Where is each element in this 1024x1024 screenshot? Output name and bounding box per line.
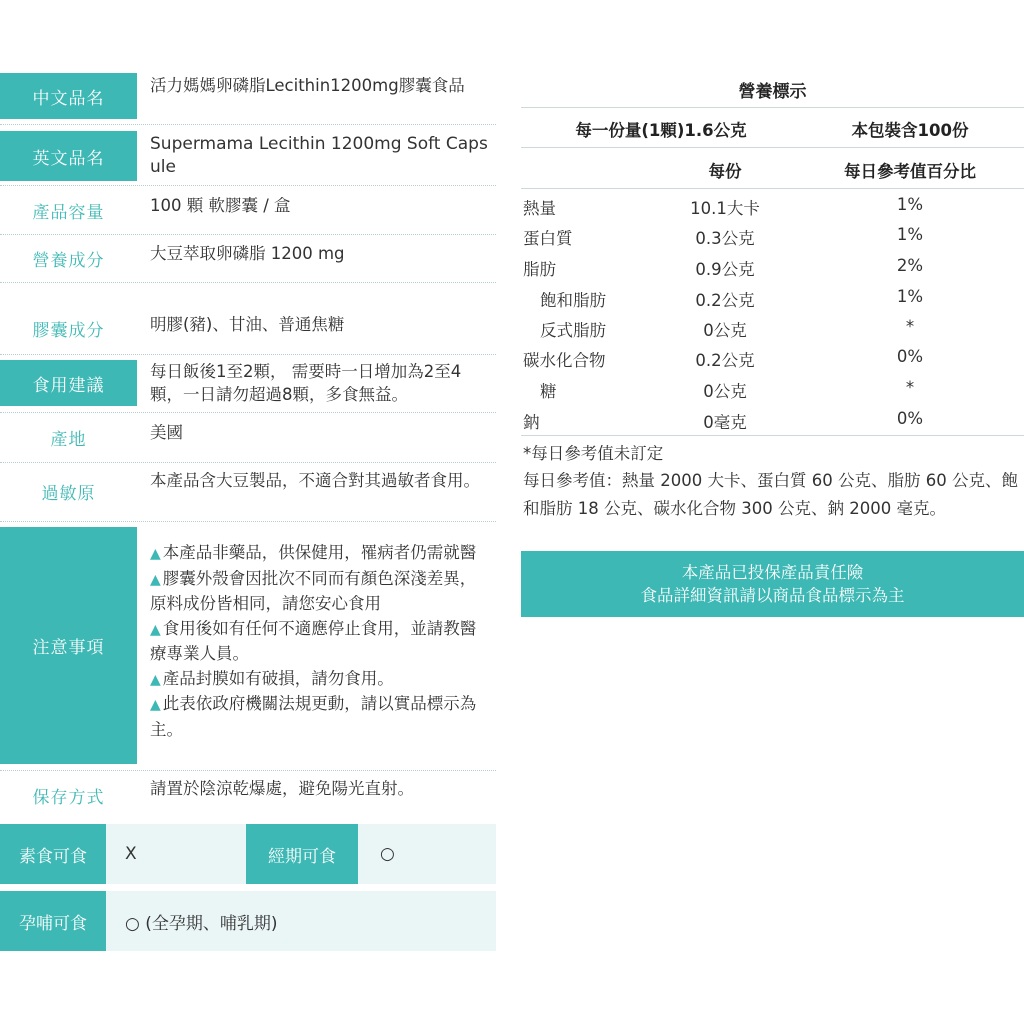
divider (0, 521, 496, 522)
nutrition-title: 營養標示 (738, 82, 807, 102)
divider (521, 435, 1024, 436)
divider (0, 282, 496, 283)
nutrient-name: 熱量 (523, 199, 556, 218)
triangle-bullet-icon: ▲ (150, 697, 161, 713)
divider (521, 188, 1024, 189)
column-daily-value: 每日參考值百分比 (844, 162, 976, 181)
nutrient-percent: 1% (896, 287, 924, 306)
divider (0, 354, 496, 355)
divider (0, 412, 496, 413)
daily-reference: 每日參考值：熱量 2000 大卡、蛋白質 60 公克、脂肪 60 公克、飽和脂肪 18 公克、碳水化合物 300 公克、鈉 2000 毫克。 (523, 471, 1018, 518)
nutrient-amount: 0.9公克 (695, 260, 755, 279)
nutrient-name: 飽和脂肪 (540, 291, 606, 310)
note-item: ▲ 膠囊外殼會因批次不同而有顏色深淺差異，原料成份皆相同，請您安心食用 (150, 568, 477, 613)
nutrient-percent: 1% (896, 195, 924, 214)
triangle-bullet-icon: ▲ (150, 571, 161, 588)
divider (521, 147, 1024, 148)
banner-line-1: 本產品已投保產品責任險 (681, 563, 864, 582)
divider (0, 124, 496, 125)
notes-list (150, 541, 492, 742)
label-capsule: 膠囊成分 (32, 320, 105, 341)
note-item: ▲ 食用後如有任何不適應停止食用，並請教醫療專業人員。 (150, 618, 477, 663)
divider (0, 462, 496, 463)
nutrient-name: 反式脂肪 (540, 321, 606, 340)
nutrient-amount: 0公克 (703, 321, 747, 340)
nutrient-amount: 0.2公克 (695, 291, 755, 310)
label-english-name: 英文品名 (0, 131, 137, 181)
label-pregnancy: 孕哺可食 (0, 891, 106, 951)
column-per-serving: 每份 (708, 162, 742, 181)
label-storage: 保存方式 (32, 787, 105, 808)
value-origin: 美國 (150, 423, 183, 442)
triangle-bullet-icon: ▲ (150, 546, 161, 562)
label-notes: 注意事項 (0, 527, 137, 764)
insurance-banner (521, 551, 1024, 617)
value-vegetarian: X (125, 844, 137, 864)
value-english-name: Supermama Lecithin 1200mg Soft Capsule (150, 134, 488, 177)
value-nutrients: 大豆萃取卵磷脂 1200 mg (150, 244, 345, 263)
nutrient-percent: 0% (896, 409, 924, 428)
divider (0, 770, 496, 771)
serving-size: 每一份量(1顆)1.6公克 (575, 121, 747, 140)
triangle-bullet-icon: ▲ (150, 621, 161, 638)
value-chinese-name: 活力媽媽卵磷脂Lecithin1200mg膠囊食品 (150, 76, 465, 95)
value-pregnancy: ○ (全孕期、哺乳期) (125, 913, 278, 934)
label-origin: 產地 (50, 429, 87, 450)
nutrient-percent: 2% (896, 256, 924, 275)
triangle-bullet-icon: ▲ (150, 671, 161, 688)
value-capacity: 100 顆 軟膠囊 / 盒 (150, 196, 291, 215)
label-usage: 食用建議 (0, 360, 137, 406)
nutrient-name: 蛋白質 (523, 229, 573, 248)
nutrient-name: 鈉 (523, 413, 540, 432)
nutrient-amount: 0.3公克 (695, 229, 755, 248)
label-nutrients: 營養成分 (32, 250, 105, 271)
nutrient-name: 碳水化合物 (523, 351, 606, 370)
nutrient-percent: * (905, 378, 915, 397)
label-capacity: 產品容量 (32, 202, 105, 223)
label-chinese-name: 中文品名 (0, 73, 137, 119)
label-menstrual: 經期可食 (246, 824, 358, 884)
nutrient-amount: 10.1大卡 (690, 199, 760, 218)
value-capsule: 明膠(豬)、甘油、普通焦糖 (150, 315, 345, 334)
nutrient-name: 脂肪 (523, 260, 556, 279)
note-item: ▲ 本產品非藥品，供保健用，罹病者仍需就醫 (150, 543, 477, 562)
value-menstrual: ○ (380, 844, 395, 864)
nutrient-amount: 0.2公克 (695, 351, 755, 370)
divider (521, 107, 1024, 108)
nutrient-percent: 0% (896, 347, 924, 366)
note-item: ▲ 此表依政府機關法規更動，請以實品標示為主。 (150, 694, 477, 739)
nutrient-percent: * (905, 317, 915, 336)
label-vegetarian: 素食可食 (0, 824, 106, 884)
value-usage: 每日飯後1至2顆， 需要時一日增加為2至4顆，一日請勿超過8顆，多食無益。 (150, 362, 462, 404)
label-allergen: 過敏原 (41, 483, 96, 504)
banner-line-2: 食品詳細資訊請以商品食品標示為主 (640, 586, 905, 605)
value-storage: 請置於陰涼乾爆處，避免陽光直射。 (150, 779, 414, 798)
package-servings: 本包裝含100份 (851, 121, 969, 140)
note-item: ▲ 產品封膜如有破損，請勿食用。 (150, 668, 394, 688)
nutrient-amount: 0毫克 (703, 413, 747, 432)
footnote: *每日參考值未訂定 (523, 444, 664, 463)
nutrient-percent: 1% (896, 225, 924, 244)
nutrient-amount: 0公克 (703, 382, 747, 401)
value-allergen: 本產品含大豆製品，不適合對其過敏者食用。 (150, 471, 480, 490)
nutrient-name: 糖 (540, 382, 557, 401)
